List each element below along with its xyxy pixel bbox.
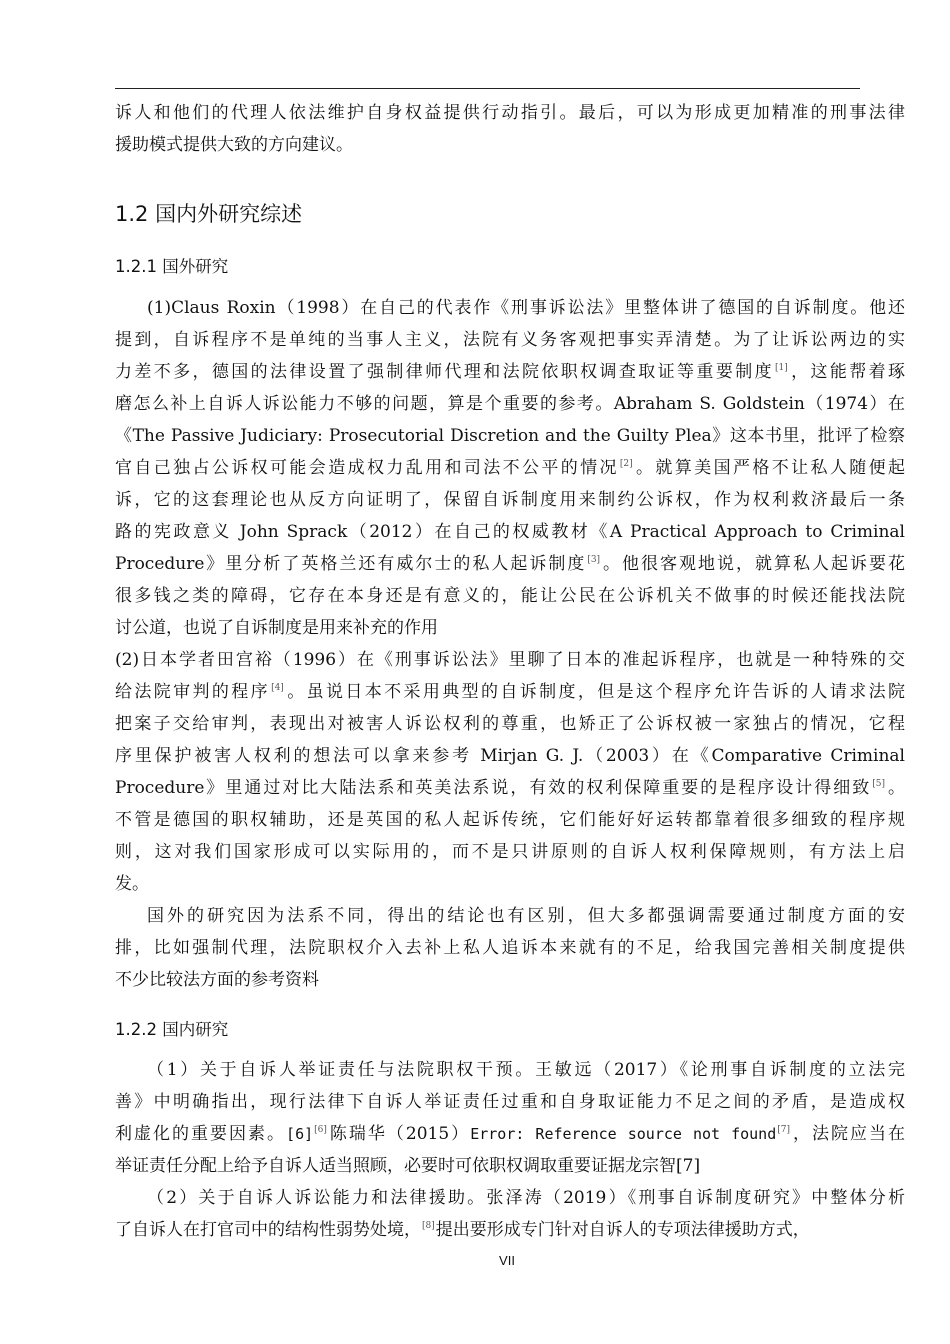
citation-3: [3] [587,555,601,565]
p2-line-2-text: 给法院审判的程序 [115,682,271,702]
p1-line-7: 诉，它的这套理论也从反方向证明了，保留自诉制度用来制约公诉权，作为权利救济最后一条 [115,490,905,510]
intro-line-1: 诉人和他们的代理人依法维护自身权益提供行动指引。最后，可以为形成更加精准的刑事法律 [115,103,905,123]
p1-line-9-text: Procedure》里分析了英格兰还有威尔士的私人起诉制度 [115,554,587,574]
p2-line-5-text: Procedure》里通过对比大陆法系和英美法系说，有效的权利保障重要的是程序设计得细致 [115,778,872,798]
p4-line-3-author: 陈瑞华（2015） [327,1124,471,1144]
p1-line-5: 《The Passive Judiciary: Prosecutorial Discretion and the Guilty Plea》这本书里，批评了检察 [115,426,905,446]
p1-line-10: 很多钱之类的障碍，它存在本身还是有意义的，能让公民在公诉机关不做事的时候还能找法院 [115,586,905,606]
citation-5: [5] [872,779,885,789]
citation-4: [4] [271,683,284,693]
citation-1: [1] [774,363,788,373]
intro-line-2: 援助模式提供大致的方向建议。 [115,135,353,155]
p1-line-8: 路的宪政意义 John Sprack（2012）在自己的权威教材《A Practical Approach to Criminal [115,522,905,542]
citation-7: [7] [777,1125,790,1135]
header-rule [115,88,860,89]
p4-line-2: 善》中明确指出，现行法律下自诉人举证责任过重和自身取证能力不足之间的矛盾，是造成权 [115,1092,905,1112]
p1-line-11: 讨公道，也说了自诉制度是用来补充的作用 [115,618,438,638]
page-number: VII [499,1253,515,1268]
p3-line-2: 排，比如强制代理，法院职权介入去补上私人追诉本来就有的不足，给我国完善相关制度提供 [115,938,905,958]
reference-6: [6] [286,1125,314,1143]
p2-line-4: 序里保护被害人权利的想法可以拿来参考 Mirjan G. J.（2003）在《Comparative Criminal [115,746,905,766]
p2-line-2 [115,682,905,705]
p2-line-7: 则，这对我们国家形成可以实际用的，而不是只讲原则的自诉人权利保障规则，有方法上启 [115,842,905,862]
p3-line-3: 不少比较法方面的参考资料 [115,970,319,990]
citation-2: [2] [619,459,633,469]
p4-line-1: （1）关于自诉人举证责任与法院职权干预。王敏远（2017）《论刑事自诉制度的立法完 [147,1060,905,1080]
p4-line-3-text: 利虚化的重要因素。 [115,1124,287,1144]
p2-line-2-tail: 。虽说日本不采用典型的自诉制度，但是这个程序允许告诉的人请求法院 [284,682,906,702]
p2-line-1: (2)日本学者田宫裕（1996）在《刑事诉讼法》里聊了日本的准起诉程序，也就是一种特殊的交 [115,650,905,670]
citation-6: [6] [314,1125,327,1135]
section-heading-1-2-1: 1.2.1 国外研究 [115,257,229,276]
p2-line-3: 把案子交给审判，表现出对被害人诉讼权利的尊重，也矫正了公诉权被一家独占的情况，它程 [115,714,905,734]
p2-line-6: 不管是德国的职权辅助，还是英国的私人起诉传统，它们能好好运转都靠着很多细致的程序规 [115,810,905,830]
p4-line-4: 举证责任分配上给予自诉人适当照顾，必要时可依职权调取重要证据龙宗智[7] [115,1156,701,1176]
p1-line-3-text: 力差不多，德国的法律设置了强制律师代理和法院依职权调查取证等重要制度 [115,362,774,382]
p1-line-9-tail: 。他很客观地说，就算私人起诉要花 [601,554,905,574]
p1-line-6-tail: 。就算美国严格不让私人随便起 [633,458,906,478]
p5-line-2-text: 了自诉人在打官司中的结构性弱势处境， [115,1220,421,1240]
p3-line-1: 国外的研究因为法系不同，得出的结论也有区别，但大多都强调需要通过制度方面的安 [147,906,905,926]
p4-line-3-tail: ，法院应当在 [791,1124,906,1144]
p1-line-6-text: 官自己独占公诉权可能会造成权力乱用和司法不公平的情况 [115,458,619,478]
p2-line-5 [115,778,905,801]
citation-8: [8] [422,1221,435,1231]
p4-line-3 [115,1124,905,1147]
p1-line-3-tail: ，这能帮着琢 [788,362,906,382]
p1-line-3 [115,362,905,385]
p1-line-4: 磨怎么补上自诉人诉讼能力不够的问题，算是个重要的参考。Abraham S. Goldstein（1974）在 [115,394,905,414]
p5-line-2 [115,1220,905,1243]
p2-line-8: 发。 [115,874,149,894]
p1-line-1: (1)Claus Roxin（1998）在自己的代表作《刑事诉讼法》里整体讲了德国的自诉制度。他还 [147,298,905,318]
p1-line-6 [115,458,905,481]
p5-line-1: （2）关于自诉人诉讼能力和法律援助。张泽涛（2019）《刑事自诉制度研究》中整体分析 [147,1188,905,1208]
reference-error-text: Error: Reference source not found [470,1125,777,1143]
p1-line-9 [115,554,905,577]
p2-line-5-tail: 。 [886,778,905,798]
p1-line-2: 提到，自诉程序不是单纯的当事人主义，法院有义务客观把事实弄清楚。为了让诉讼两边的实 [115,330,905,350]
p5-line-2-tail: 提出要形成专门针对自诉人的专项法律援助方式， [435,1220,810,1240]
section-heading-1-2-2: 1.2.2 国内研究 [115,1020,229,1039]
section-heading-1-2: 1.2 国内外研究综述 [115,202,303,226]
